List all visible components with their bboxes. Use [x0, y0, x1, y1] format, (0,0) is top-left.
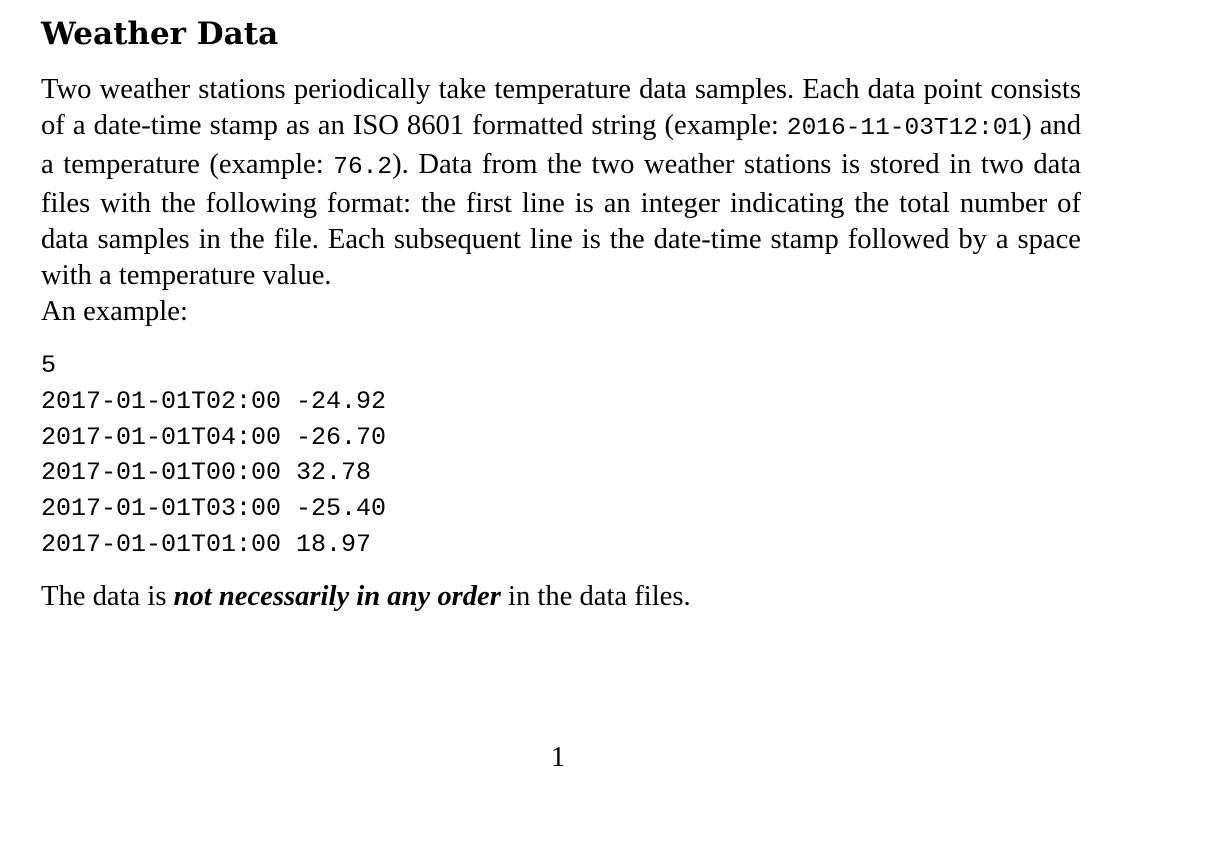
paragraph-text-part3: ). Data from the two weather stations is stored in two data files with the following format: the first line is an integer indicating the total number of data samples in the file. Each subsequent line is the date-time stamp followed by a space with a temperature value. — [41, 149, 1081, 291]
example-timestamp: 2016-11-03T12:01 — [786, 115, 1023, 142]
paragraph-text-part2: ) and a temperature (example: — [41, 110, 1081, 180]
code-line: 2017-01-01T03:00 -25.40 — [41, 494, 387, 524]
conclusion-emphasis: not necessarily in any order — [173, 580, 501, 612]
code-line: 2017-01-01T04:00 -26.70 — [41, 422, 387, 452]
code-line: 5 — [41, 351, 57, 380]
paragraph-text-part1: Two weather stations periodically take temperature data samples. Each data point consists of a date-time stamp as an ISO 8601 formatted string (example: — [41, 74, 1081, 141]
conclusion-sentence — [41, 579, 1081, 615]
code-line: 2017-01-01T00:00 32.78 — [41, 458, 372, 488]
example-code-block — [41, 348, 1081, 563]
document-title: Weather Data — [41, 16, 279, 52]
conclusion-after: in the data files. — [500, 580, 691, 612]
page-number: 1 — [551, 742, 565, 773]
description-paragraph — [41, 72, 1081, 294]
example-temperature: 76.2 — [333, 154, 393, 181]
code-line: 2017-01-01T02:00 -24.92 — [41, 386, 387, 416]
document-page — [41, 12, 1081, 615]
conclusion-before: The data is — [41, 580, 174, 612]
example-intro: An example: — [41, 296, 188, 327]
code-line: 2017-01-01T01:00 18.97 — [41, 529, 372, 559]
